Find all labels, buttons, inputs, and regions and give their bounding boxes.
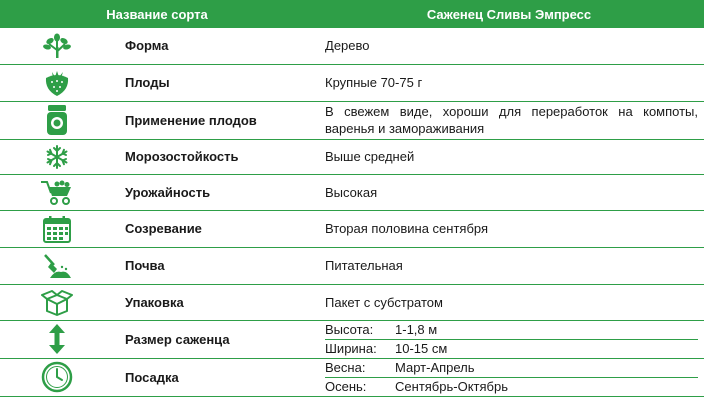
row-value: Пакет с субстратом: [314, 284, 704, 320]
sub-key: Высота:: [325, 322, 374, 337]
table-row-fruits: [0, 64, 704, 101]
sub-value: 1-1,8 м: [395, 322, 438, 337]
table-row-frost: [0, 139, 704, 174]
row-value: В свежем виде, хороши для переработок на компоты, варенья и замораживания: [314, 101, 704, 139]
row-value: Выше средней: [314, 139, 704, 174]
sub-key: Осень:: [325, 379, 367, 394]
row-label: Урожайность: [113, 174, 314, 210]
row-label: Размер саженца: [113, 320, 314, 358]
sub-key: Ширина:: [325, 341, 377, 356]
header-variety-title: Саженец Сливы Эмпресс: [314, 0, 704, 28]
sub-key: Весна:: [325, 360, 366, 375]
row-value: Вторая половина сентября: [314, 210, 704, 247]
shovel-icon: [42, 253, 72, 279]
table-header: [0, 0, 704, 28]
table-row-form: [0, 28, 704, 64]
sub-value: Сентябрь-Октябрь: [395, 379, 508, 394]
row-label: Упаковка: [113, 284, 314, 320]
row-label: Применение плодов: [113, 101, 314, 139]
row-label: Морозостойкость: [113, 139, 314, 174]
row-value: Дерево: [314, 28, 704, 64]
snowflake-icon: [45, 145, 69, 169]
clock-icon: [41, 361, 73, 393]
table-row-size: [0, 320, 704, 358]
row-value: Крупные 70-75 г: [314, 64, 704, 101]
table-row-usage: [0, 101, 704, 139]
sub-value: 10-15 см: [395, 341, 448, 356]
size-width: [325, 339, 698, 358]
row-value: Высокая: [314, 174, 704, 210]
row-value: Питательная: [314, 247, 704, 284]
table-row-planting: [0, 358, 704, 396]
tree-icon: [42, 33, 72, 59]
sub-value: Март-Апрель: [395, 360, 475, 375]
strawberry-icon: [42, 68, 72, 98]
planting-spring: [325, 359, 698, 377]
planting-autumn: [325, 377, 698, 396]
table-row-package: [0, 284, 704, 320]
jar-icon: [43, 104, 71, 136]
table-row-ripening: [0, 210, 704, 247]
row-label: Форма: [113, 28, 314, 64]
box-icon: [41, 288, 73, 316]
table-row-soil: [0, 247, 704, 284]
wheelbarrow-icon: [40, 179, 74, 205]
row-label: Созревание: [113, 210, 314, 247]
row-label: Посадка: [113, 358, 314, 396]
row-label: Почва: [113, 247, 314, 284]
up-down-arrow-icon: [47, 323, 67, 355]
header-variety-name: Название сорта: [0, 0, 314, 28]
row-label: Плоды: [113, 64, 314, 101]
size-height: [325, 321, 698, 339]
calendar-icon: [42, 215, 72, 243]
table-row-yield: [0, 174, 704, 210]
